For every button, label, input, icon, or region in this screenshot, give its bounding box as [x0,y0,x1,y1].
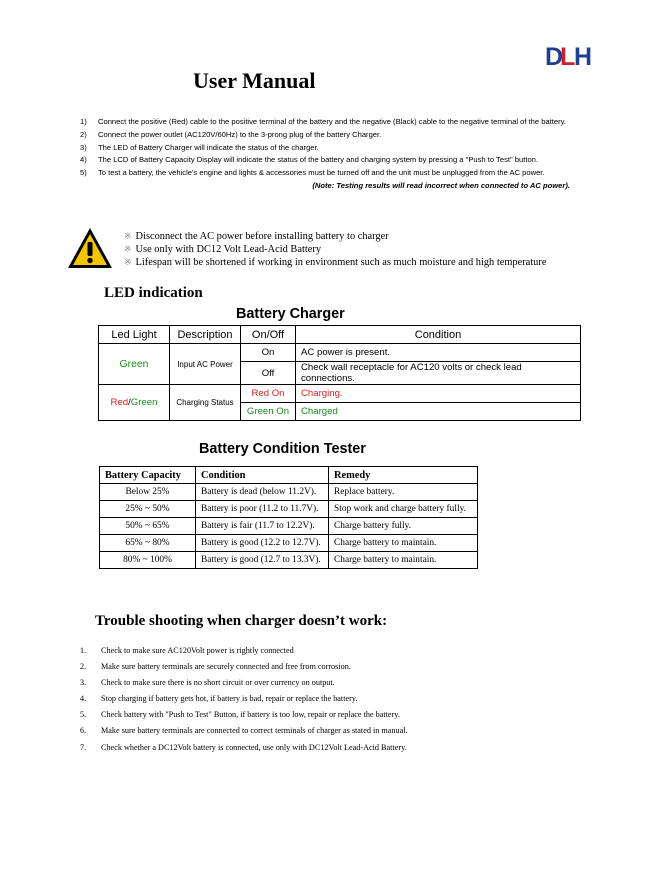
description-cell: Charging Status [170,385,241,421]
item-number: 2. [80,662,87,672]
on-off-cell: On [241,344,296,362]
list-item [80,740,408,756]
capacity-cell: 25% ~ 50% [100,501,196,518]
warning-item [124,256,546,269]
table-row [99,385,581,403]
step-item [80,129,640,142]
warning-triangle-icon [67,227,113,269]
remedy-cell: Charge battery to maintain. [329,552,478,569]
item-number: 5. [80,710,87,720]
warning-list [124,230,546,270]
remedy-cell: Charge battery to maintain. [329,535,478,552]
step-number: 5) [80,168,87,178]
on-off-cell: Off [241,362,296,385]
led-indication-heading: LED indication [104,285,203,301]
item-number: 7. [80,742,87,752]
table-row [100,552,478,569]
led-green-cell: Green [99,344,170,385]
svg-text:D: D [545,43,562,68]
warning-item [124,230,546,243]
column-header: Led Light [99,326,170,344]
item-text: Check to make sure AC120Volt power is rightly connected [101,646,294,655]
column-header: On/Off [241,326,296,344]
condition-cell: Battery is dead (below 11.2V). [196,484,329,501]
step-item [80,154,640,167]
condition-cell: Battery is good (12.7 to 13.3V). [196,552,329,569]
list-item [80,659,408,675]
item-text: Check battery with "Push to Test" Button, if battery is too low, repair or replace the battery. [101,710,400,720]
column-header: Battery Capacity [100,467,196,484]
led-green-label: Green [130,397,158,408]
step-number: 2) [80,129,87,139]
capacity-cell: Below 25% [100,484,196,501]
svg-text:H: H [574,43,593,68]
reference-mark-icon: ※ [124,244,132,255]
item-text: Stop charging if battery gets hot, if battery is bad, repair or replace the battery. [101,694,358,704]
remedy-cell: Charge battery fully. [329,518,478,535]
remedy-cell: Stop work and charge battery fully. [329,501,478,518]
item-text: Check whether a DC12Volt battery is connected, use only with DC12Volt Lead-Acid Battery. [101,742,407,752]
condition-cell: Charged [296,403,581,421]
warning-item [124,243,546,256]
column-header: Condition [196,467,329,484]
table-row [100,501,478,518]
warning-text: Use only with DC12 Volt Lead-Acid Battery [135,244,322,256]
column-header: Remedy [329,467,478,484]
description-cell: Input AC Power [170,344,241,385]
page-title: User Manual [193,68,316,93]
column-header: Condition [296,326,581,344]
svg-text:L: L [560,43,574,68]
capacity-cell: 65% ~ 80% [100,535,196,552]
step-text: The LED of Battery Charger will indicate the status of the charger. [98,142,319,152]
led-red-green-cell [99,385,170,421]
dlh-logo [545,42,595,68]
step-item [80,167,640,180]
step-number: 1) [80,117,87,126]
battery-condition-tester-title: Battery Condition Tester [199,441,366,457]
testing-note: (Note: Testing results will read incorrect when connected to AC power). [312,180,570,190]
step-item [80,142,640,155]
item-number: 4. [80,694,87,704]
warning-text: Disconnect the AC power before installing battery to charger [135,231,389,242]
item-number: 6. [80,726,87,736]
step-text: Connect the positive (Red) cable to the positive terminal of the battery and the negative (Black) cable to the negative terminal of the battery. [98,117,566,126]
remedy-cell: Replace battery. [329,484,478,501]
battery-charger-title: Battery Charger [236,306,345,322]
trouble-shooting-heading: Trouble shooting when charger doesn’t work: [95,613,388,629]
step-number: 4) [80,155,87,165]
step-text: Connect the power outlet (AC120V/60Hz) to the 3-prong plug of the battery Charger. [98,129,382,139]
reference-mark-icon: ※ [124,257,132,268]
list-item [80,707,408,723]
led-red-label: Red [110,397,129,408]
slash-label: / [128,397,131,408]
capacity-cell: 50% ~ 65% [100,518,196,535]
table-header-row [100,467,478,484]
step-number: 3) [80,142,87,152]
condition-cell: Check wall receptacle for AC120 volts or check lead connections. [296,362,581,385]
table-row [100,518,478,535]
table-row [100,484,478,501]
item-number: 3. [80,678,87,688]
step-item [80,116,640,129]
reference-mark-icon: ※ [124,231,132,241]
table-header-row [99,326,581,344]
item-text: Check to make sure there is no short circuit or over currency on output. [101,678,335,688]
table-row [99,344,581,362]
table-row [100,535,478,552]
trouble-shooting-list [80,643,408,756]
list-item [80,643,408,659]
item-text: Make sure battery terminals are connected to correct terminals of charger as stated in manual. [101,726,408,736]
condition-cell: Charging. [296,385,581,403]
condition-cell: Battery is good (12.2 to 12.7V). [196,535,329,552]
on-off-cell: Green On [241,403,296,421]
battery-condition-tester-table [99,466,478,569]
warning-text: Lifespan will be shortened if working in environment such as much moisture and high temperature [135,257,547,269]
instruction-steps [80,116,640,193]
list-item [80,675,408,691]
condition-cell: Battery is poor (11.2 to 11.7V). [196,501,329,518]
list-item [80,691,408,707]
on-off-cell: Red On [241,385,296,403]
condition-cell: AC power is present. [296,344,581,362]
step-text: To test a battery, the vehicle's engine and lights & accessories must be turned off and the unit must be unplugged from the AC power. [98,168,545,178]
capacity-cell: 80% ~ 100% [100,552,196,569]
battery-charger-table [98,325,581,421]
column-header: Description [170,326,241,344]
condition-cell: Battery is fair (11.7 to 12.2V). [196,518,329,535]
list-item [80,723,408,739]
item-number: 1. [80,646,87,655]
item-text: Make sure battery terminals are securely connected and free from corrosion. [101,662,351,672]
step-text: The LCD of Battery Capacity Display will indicate the status of the battery and charging system by pressing a "Push to Test" button. [98,155,539,165]
